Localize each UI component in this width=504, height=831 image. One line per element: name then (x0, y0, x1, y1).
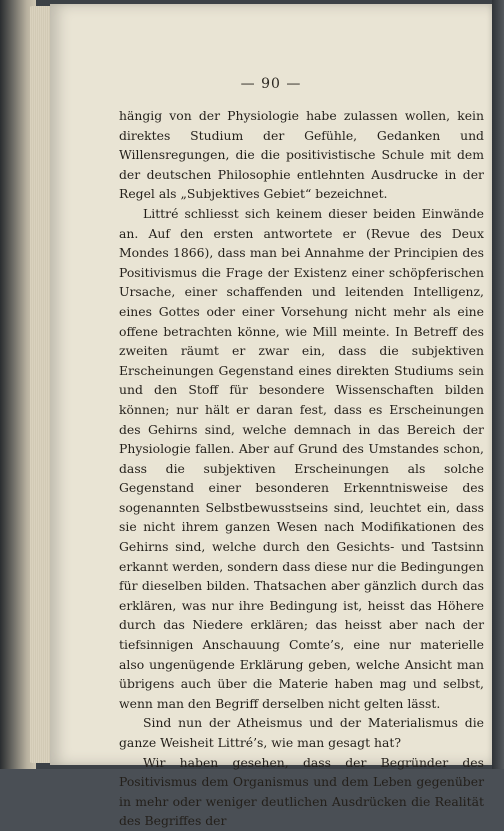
paragraph-3: Sind nun der Atheismus und der Materialismus die ganze Weisheit Littré’s, wie man gesagt hat? (119, 715, 484, 750)
paragraph-4: Wir haben gesehen, dass der Begründer des Positivismus dem Organismus und dem Leben gegenüber in mehr oder weniger deutlichen Ausdrücken die Realität des Begriffes der (119, 754, 484, 829)
paragraph-1: hängig von der Physiologie habe zulassen wollen, kein direktes Studium der Gefühle, Gedanken und Willensregungen, die die positivistische Schule mit dem der deutschen Philosophie entlehnten Ausdrucke in der Regel als „Subjektives Gebiet“ bezeichnet. (119, 108, 484, 202)
page-edges (30, 6, 52, 763)
page-number: — 90 — (240, 76, 302, 92)
paragraph-2: Littré schliesst sich keinem dieser beiden Einwände an. Auf den ersten antwortete er (Revue des Deux Mondes 1866), dass man bei Annahme der Principien des Positivismus die Frage der Existenz einer schöpferischen Ursache, einer schaffenden und leitenden Intelligenz, eines Gottes oder einer Vorsehung nicht mehr als eine offene betrachten könne, wie Mill meinte. In Betreff des zweiten räumt er zwar ein, dass die subjektiven Erscheinungen Gegenstand eines direkten Studiums sein und den Stoff für besondere Wissenschaften bilden können; nur hält er daran fest, dass es Erscheinungen des Gehirns sind, welche demnach in das Bereich der Physiologie fallen. Aber auf Grund des Umstandes schon, dass die subjektiven Erscheinungen als solche Gegenstand einer besonderen Erkenntnisweise des sogenannten Selbstbewusstseins sind, leuchtet ein, dass sie nicht ihrem ganzen Wesen nach Modifikationen des Gehirns sind, welche durch den Gesichts- und Tastsinn erkannt werden, sondern dass diese nur die Bedingungen für dieselben bilden. Thatsachen aber gänzlich durch das erklären, was nur ihre Bedingung ist, heisst das Höhere durch das Niedere erklären; das heisst aber nach der tiefsinnigen Anschauung Comte’s, eine nur materielle also ungenügende Erklärung geben, welche Ansicht man übrigens auch über die Materie haben mag und selbst, wenn man den Begriff derselben nicht gelten lässt. (119, 205, 484, 711)
scan-right-edge (492, 0, 504, 769)
body-text (119, 106, 484, 831)
